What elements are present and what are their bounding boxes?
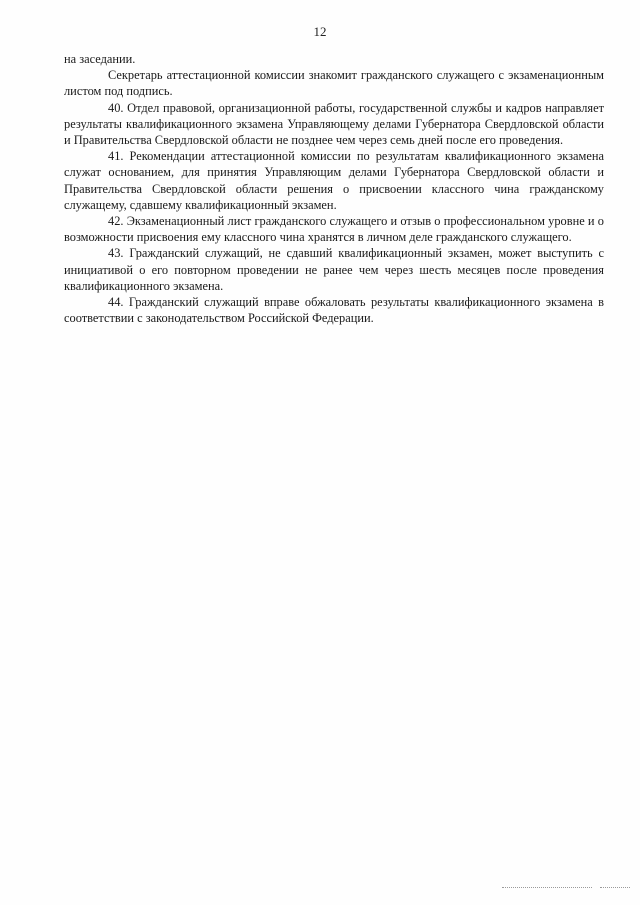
page-number: 12 (313, 24, 327, 39)
paragraph-41: 41. Рекомендации аттестационной комиссии по результатам квалификационного экзамена служат основанием, для принятия Управляющим делами Губернатора Свердловской области и Правительства Свердловской области решения о присвоении классного чина гражданскому служащему, сдавшему квалификационный экзамен. (64, 149, 604, 212)
footer-dotted-mark-left (502, 886, 592, 888)
footer-dotted-mark-right (600, 886, 630, 888)
paragraph-continuation: на заседании. (64, 52, 136, 66)
paragraph-44: 44. Гражданский служащий вправе обжаловать результаты квалификационного экзамена в соответствии с законодательством Российской Федерации. (64, 295, 604, 326)
body-text (64, 51, 604, 326)
paragraph-43: 43. Гражданский служащий, не сдавший квалификационный экзамен, может выступить с инициативой о его повторном проведении не ранее чем через шесть месяцев после проведения квалификационного экзамена. (64, 246, 604, 293)
paragraph-42: 42. Экзаменационный лист гражданского служащего и отзыв о профессиональном уровне и о возможности присвоения ему классного чина хранятся в личном деле гражданского служащего. (64, 214, 604, 245)
paragraph-40: 40. Отдел правовой, организационной работы, государственной службы и кадров направляет результаты квалификационного экзамена Управляющему делами Губернатора Свердловской области и Правительства Свердловской области не позднее чем через семь дней после его проведения. (64, 100, 604, 148)
paragraph-secretary: Секретарь аттестационной комиссии знакомит гражданского служащего с экзаменационным листом под подпись. (64, 68, 604, 99)
